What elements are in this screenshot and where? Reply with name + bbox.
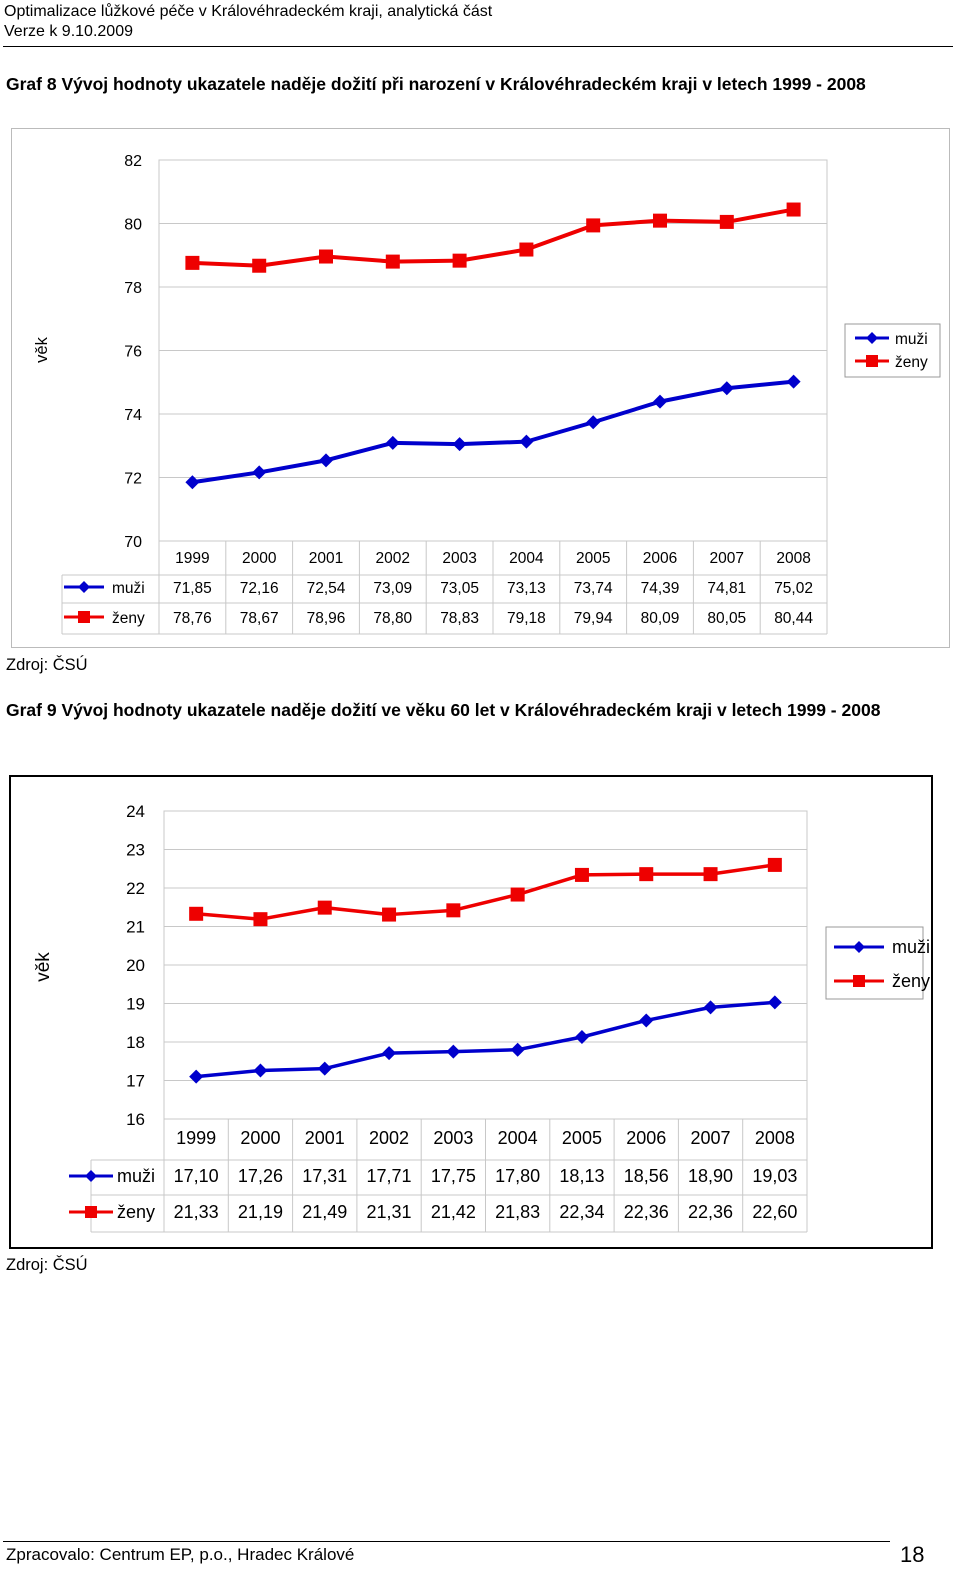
- data-point-muži: [639, 1013, 653, 1027]
- page-number: 18: [900, 1542, 925, 1567]
- y-tick-label: 72: [124, 470, 142, 488]
- y-tick-label: 78: [124, 280, 142, 297]
- chart-2-frame: [9, 775, 933, 1249]
- x-tick-label: 2002: [375, 550, 411, 567]
- data-point-muži: [453, 437, 467, 451]
- table-value: 17,26: [237, 1166, 283, 1186]
- data-point-muži: [653, 395, 667, 409]
- chart-2-svg: [11, 777, 931, 1247]
- chart-2-source: Zdroj: ČSÚ: [6, 1256, 88, 1274]
- data-point-ženy: [586, 218, 600, 232]
- data-point-muži: [318, 1062, 332, 1076]
- table-value: 22,36: [623, 1202, 669, 1222]
- data-point-muži: [511, 1043, 525, 1057]
- y-tick-label: 20: [126, 956, 145, 975]
- data-point-ženy: [253, 912, 267, 926]
- legend-marker: [853, 975, 865, 987]
- table-value: 21,49: [302, 1202, 348, 1222]
- data-point-muži: [386, 436, 400, 450]
- x-tick-label: 1999: [176, 1128, 217, 1148]
- data-point-muži: [189, 1070, 203, 1084]
- table-value: 18,90: [688, 1166, 734, 1186]
- x-tick-label: 2003: [442, 550, 477, 567]
- data-point-ženy: [575, 868, 589, 882]
- data-point-muži: [319, 453, 333, 467]
- table-value: 17,80: [495, 1166, 541, 1186]
- data-point-ženy: [318, 901, 332, 915]
- table-value: 73,09: [373, 580, 413, 597]
- data-point-muži: [382, 1046, 396, 1060]
- y-tick-label: 23: [126, 840, 145, 860]
- data-point-ženy: [704, 867, 718, 881]
- legend-label: ženy: [892, 971, 931, 991]
- series-line-ženy: [192, 210, 793, 266]
- table-value: 79,18: [507, 610, 546, 627]
- data-point-ženy: [189, 907, 203, 921]
- y-tick-label: 17: [126, 1071, 145, 1091]
- data-point-muži: [446, 1045, 460, 1059]
- y-tick-label: 70: [124, 534, 142, 551]
- data-point-muži: [519, 435, 533, 449]
- table-value: 78,67: [239, 610, 279, 627]
- table-value: 22,60: [752, 1202, 798, 1222]
- data-point-ženy: [639, 867, 653, 881]
- x-tick-label: 2006: [626, 1128, 667, 1148]
- x-tick-label: 2002: [369, 1128, 410, 1148]
- y-tick-label: 16: [126, 1110, 145, 1129]
- x-tick-label: 2004: [497, 1128, 538, 1148]
- data-point-ženy: [720, 215, 734, 229]
- chart-2-caption: Graf 9 Vývoj hodnoty ukazatele naděje dožití ve věku 60 let v Královéhradeckém kraji v letech 1999 - 2008: [6, 700, 881, 720]
- table-value: 19,03: [752, 1166, 798, 1186]
- series-line-ženy: [196, 865, 775, 919]
- legend-label: muži: [895, 331, 928, 348]
- table-value: 21,33: [173, 1202, 219, 1222]
- table-value: 78,83: [440, 610, 479, 627]
- table-value: 74,39: [640, 580, 680, 597]
- data-point-ženy: [453, 254, 467, 268]
- table-value: 22,34: [559, 1202, 605, 1222]
- data-point-ženy: [252, 259, 266, 273]
- table-legend-marker: [85, 1206, 97, 1218]
- table-value: 18,56: [623, 1166, 669, 1186]
- x-tick-label: 2000: [241, 550, 277, 567]
- table-value: 79,94: [573, 610, 613, 627]
- data-point-muži: [787, 375, 801, 389]
- table-series-name: ženy: [112, 610, 145, 627]
- document-version: Verze k 9.10.2009: [4, 23, 133, 40]
- x-tick-label: 2003: [433, 1128, 474, 1148]
- data-point-ženy: [319, 250, 333, 264]
- x-tick-label: 2000: [240, 1128, 281, 1148]
- x-tick-label: 2005: [575, 550, 611, 567]
- x-tick-label: 2008: [776, 550, 811, 567]
- table-value: 17,71: [366, 1166, 412, 1186]
- series-line-muži: [192, 382, 793, 483]
- chart-1-frame: [11, 128, 950, 648]
- x-tick-label: 1999: [175, 550, 210, 567]
- table-value: 80,09: [640, 610, 680, 627]
- series-line-muži: [196, 1002, 775, 1076]
- data-point-ženy: [511, 888, 525, 902]
- x-tick-label: 2005: [561, 1128, 602, 1148]
- footer-divider: [3, 1541, 890, 1542]
- table-legend-marker: [78, 581, 90, 593]
- x-tick-label: 2007: [690, 1128, 731, 1148]
- table-value: 78,96: [306, 610, 346, 627]
- table-series-name: muži: [117, 1166, 156, 1186]
- data-point-ženy: [382, 908, 396, 922]
- table-value: 73,13: [507, 580, 546, 597]
- footer-credit: Zpracovalo: Centrum EP, p.o., Hradec Králové: [6, 1545, 355, 1564]
- document-title: Optimalizace lůžkové péče v Královéhradeckém kraji, analytická část: [4, 3, 493, 20]
- table-series-name: muži: [112, 580, 145, 597]
- x-tick-label: 2001: [308, 550, 344, 567]
- data-point-muži: [768, 995, 782, 1009]
- table-value: 74,81: [707, 580, 747, 597]
- y-tick-label: 82: [124, 153, 142, 170]
- header-divider: [3, 46, 953, 47]
- table-value: 17,31: [302, 1166, 348, 1186]
- y-tick-label: 22: [126, 879, 145, 898]
- y-tick-label: 19: [126, 994, 145, 1014]
- y-tick-label: 21: [126, 917, 145, 937]
- table-value: 21,19: [237, 1202, 283, 1222]
- legend-label: ženy: [895, 354, 928, 371]
- data-point-muži: [253, 1063, 267, 1077]
- legend-marker: [866, 355, 878, 367]
- data-point-ženy: [386, 255, 400, 269]
- table-value: 80,44: [774, 610, 813, 627]
- y-tick-label: 18: [126, 1033, 145, 1052]
- data-point-ženy: [519, 243, 533, 257]
- table-value: 73,74: [573, 580, 613, 597]
- y-axis-label: věk: [33, 337, 51, 363]
- data-point-ženy: [653, 214, 667, 228]
- chart-1-caption: Graf 8 Vývoj hodnoty ukazatele naděje dožití při narození v Královéhradeckém kraji v letech 1999 - 2008: [6, 74, 866, 94]
- table-value: 22,36: [688, 1202, 734, 1222]
- table-legend-marker: [78, 611, 90, 623]
- chart-1-svg: [12, 129, 949, 647]
- table-value: 73,05: [440, 580, 479, 597]
- table-value: 21,31: [366, 1202, 412, 1222]
- table-value: 78,80: [373, 610, 413, 627]
- table-value: 17,10: [173, 1166, 219, 1186]
- y-tick-label: 80: [124, 216, 142, 234]
- data-point-ženy: [185, 256, 199, 270]
- y-tick-label: 74: [124, 407, 142, 424]
- table-value: 72,54: [306, 580, 346, 597]
- chart-1-source: Zdroj: ČSÚ: [6, 656, 88, 674]
- table-value: 75,02: [774, 580, 813, 597]
- table-value: 72,16: [239, 580, 279, 597]
- y-tick-label: 76: [124, 343, 142, 361]
- table-legend-marker: [85, 1170, 97, 1182]
- data-point-ženy: [446, 903, 460, 917]
- data-point-ženy: [787, 203, 801, 217]
- x-tick-label: 2006: [642, 550, 678, 567]
- data-point-ženy: [768, 858, 782, 872]
- document-header: [4, 2, 492, 42]
- data-point-muži: [720, 381, 734, 395]
- table-value: 21,83: [495, 1202, 541, 1222]
- x-tick-label: 2001: [304, 1128, 345, 1148]
- x-tick-label: 2004: [509, 550, 544, 567]
- x-tick-label: 2007: [709, 550, 745, 567]
- table-value: 18,13: [559, 1166, 605, 1186]
- data-point-muži: [586, 415, 600, 429]
- legend-label: muži: [892, 937, 931, 957]
- x-tick-label: 2008: [754, 1128, 795, 1148]
- table-value: 80,05: [707, 610, 747, 627]
- table-value: 21,42: [430, 1202, 476, 1222]
- table-value: 17,75: [430, 1166, 476, 1186]
- table-series-name: ženy: [117, 1202, 156, 1222]
- data-point-muži: [704, 1000, 718, 1014]
- table-value: 71,85: [173, 580, 212, 597]
- y-axis-label: věk: [33, 952, 54, 982]
- table-value: 78,76: [173, 610, 212, 627]
- y-tick-label: 24: [126, 802, 145, 821]
